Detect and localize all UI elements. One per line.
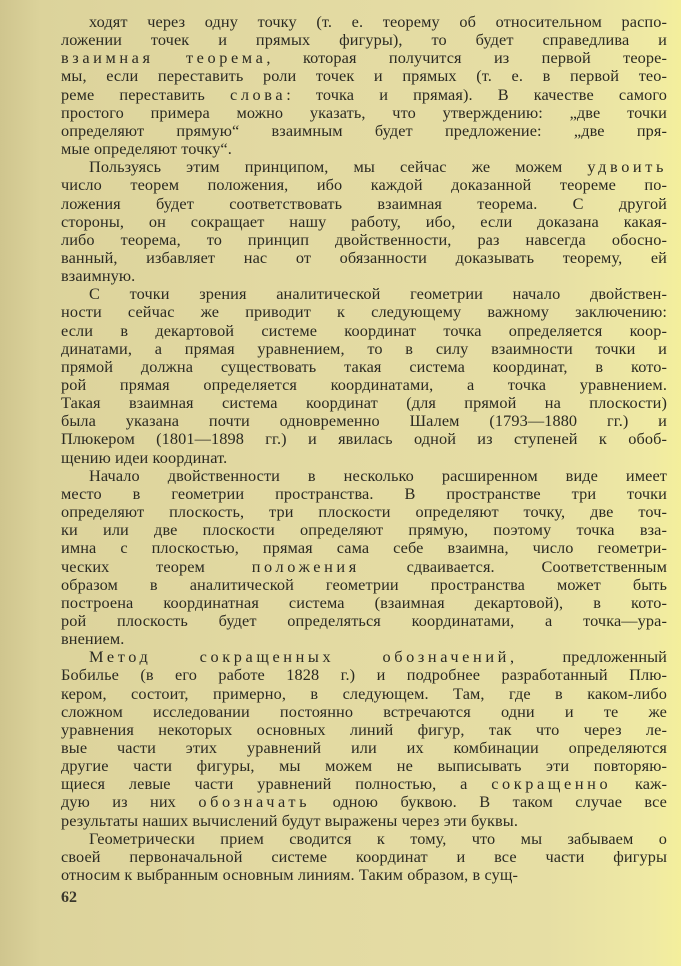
text-segment: число теорем положения, ибо каждой доказанной теореме по-	[61, 176, 667, 195]
text-line	[61, 848, 667, 866]
text-segment: результаты наших вычислений будут выражены через эти буквы.	[61, 811, 519, 830]
text-line	[89, 158, 667, 176]
text-segment: щению идеи координат.	[61, 448, 228, 467]
text-segment: место в геометрии пространства. В пространстве три точки	[61, 484, 667, 503]
text-line	[61, 612, 667, 630]
text-line	[61, 594, 667, 612]
spaced-emphasis: обозначений	[382, 648, 510, 667]
text-segment: была указана почти одновременно Шалем (1793—1880 гг.) и	[61, 412, 667, 431]
text-segment: взаимную.	[61, 267, 136, 286]
text-segment	[334, 648, 382, 666]
text-line	[61, 485, 667, 503]
text-segment: образом в аналитической геометрии пространства может быть	[61, 575, 667, 594]
text-line	[61, 630, 667, 648]
text-segment: , которая получится из первой теоре-	[266, 49, 667, 68]
spaced-emphasis: Метод	[89, 648, 152, 667]
text-line	[61, 376, 667, 394]
text-line	[61, 703, 667, 721]
text-line	[61, 31, 667, 49]
text-line	[61, 86, 667, 104]
text-line	[61, 394, 667, 412]
text-line	[61, 576, 667, 594]
text-segment: ки или две плоскости определяют прямую, поэтому точка вза-	[61, 521, 667, 540]
text-segment: Бобилье (в его работе 1828 г.) и подробнее разработанный Плю-	[61, 666, 667, 685]
text-segment: своей первоначальной системе координат и все части фигуры	[61, 847, 667, 866]
text-line	[61, 521, 667, 539]
text-segment: Геометрически прием сводится к тому, что мы забываем о	[89, 829, 667, 848]
text-segment: ности сейчас же приводит к следующему важному заключению:	[61, 303, 667, 322]
text-segment: определяют прямую“ взаимным будет предложение: „две пря-	[61, 121, 667, 140]
text-segment: ходят через одну точку (т. е. теорему об относительном распо-	[89, 13, 667, 31]
text-segment: сдваивается. Соответственным	[359, 557, 667, 576]
text-segment: стороны, он сокращает нашу работу, ибо, если доказана какая-	[61, 212, 667, 231]
text-segment: если в декартовой системе координат точка определяется коор-	[61, 321, 667, 340]
text-segment: имна с плоскостью, прямая сама себе взаимна, число геометри-	[61, 539, 667, 558]
text-segment: построена координатная система (взаимная декартовой), в кото-	[61, 593, 667, 612]
text-line	[61, 449, 667, 467]
text-line	[61, 685, 667, 703]
text-line	[61, 249, 667, 267]
text-line	[61, 866, 667, 884]
text-line	[61, 558, 667, 576]
text-segment: вые части этих уравнений или их комбинации определяются	[61, 739, 667, 757]
text-line	[61, 412, 667, 430]
text-line	[61, 303, 667, 321]
text-segment: щиеся левые части уравнений полностью, а	[61, 775, 492, 794]
text-line	[61, 739, 667, 757]
text-segment: кером, состоит, примерно, в следующем. Там, где в каком-либо	[61, 684, 667, 703]
text-segment: внением.	[61, 630, 125, 649]
text-segment: каж-	[611, 775, 667, 794]
text-segment: мы, если переставить роли точек и прямых (т. е. в первой тео-	[61, 67, 667, 86]
text-line	[61, 666, 667, 684]
text-line	[61, 67, 667, 85]
text-segment: определяют плоскость, три плоскости определяют точку, две точ-	[61, 503, 667, 522]
text-segment: рой прямая определяется координатами, а точка уравнением.	[61, 376, 667, 394]
text-segment: С точки зрения аналитической геометрии начало двойствен-	[89, 285, 667, 304]
text-segment: Плюкером (1801—1898 гг.) и явилась одной из ступеней к обоб-	[61, 430, 667, 449]
text-segment: другие части фигуры, мы можем не выписывать эти повторяю-	[61, 757, 667, 776]
spaced-emphasis: сокращенных	[199, 648, 335, 667]
text-line	[61, 503, 667, 521]
text-line	[61, 812, 667, 830]
text-segment: одною буквою. В таком случае все	[310, 793, 667, 812]
text-segment	[151, 648, 199, 666]
text-segment: Начало двойственности в несколько расширенном виде имеет	[89, 466, 667, 485]
text-segment: рой плоскость будет определяться координатами, а точка—ура-	[61, 611, 667, 630]
text-segment: прямой должна существовать такая система координат, в кото-	[61, 357, 667, 376]
spaced-emphasis: теорема	[185, 49, 267, 68]
text-segment: либо теорема, то принцип двойственности, раз навсегда обосно-	[61, 230, 667, 249]
text-line	[89, 13, 667, 31]
text-line	[89, 285, 667, 303]
spaced-emphasis: слова	[230, 85, 287, 104]
text-line	[89, 467, 667, 485]
text-line	[61, 340, 667, 358]
text-segment	[154, 49, 186, 67]
text-segment: Пользуясь этим принципом, мы сейчас же можем	[89, 158, 588, 177]
text-line	[89, 648, 667, 666]
spaced-emphasis: положения	[251, 557, 360, 576]
text-segment: : точка и прямая). В качестве самого	[286, 85, 667, 104]
text-line	[61, 539, 667, 557]
text-segment: ложении точек и прямых фигуры), то будет справедлива и	[61, 31, 667, 50]
text-line	[61, 721, 667, 739]
page-number: 62	[61, 889, 77, 906]
spaced-emphasis: взаимная	[61, 49, 154, 68]
text-line	[61, 267, 667, 285]
spaced-emphasis: обозначать	[198, 793, 311, 812]
text-line	[61, 430, 667, 448]
text-segment: реме переставить	[61, 85, 230, 104]
text-segment: , предложенный	[509, 648, 667, 667]
text-segment: ложения будет соответствовать взаимная теорема. С другой	[61, 194, 667, 213]
text-line	[61, 775, 667, 793]
text-line	[61, 793, 667, 811]
text-line	[61, 322, 667, 340]
text-line	[61, 195, 667, 213]
text-line	[61, 140, 667, 158]
text-line	[61, 104, 667, 122]
text-segment: ванный, избавляет нас от обязанности доказывать теорему, ей	[61, 248, 667, 267]
text-line	[61, 358, 667, 376]
text-line	[61, 231, 667, 249]
text-line	[61, 49, 667, 67]
text-segment: дую из них	[61, 793, 199, 812]
text-segment: сложном исследовании постоянно встречаются одни и те же	[61, 702, 667, 721]
text-segment: Такая взаимная система координат (для прямой на плоскости)	[61, 394, 667, 413]
text-line	[61, 757, 667, 775]
text-line	[61, 176, 667, 194]
text-segment: ческих теорем	[61, 557, 252, 576]
spaced-emphasis: сокращенно	[491, 775, 612, 794]
text-segment: динатами, а прямая уравнением, то в силу взаимности точки и	[61, 339, 667, 358]
text-line	[61, 122, 667, 140]
text-segment: мые определяют точку“.	[61, 140, 232, 159]
spaced-emphasis: удвоить	[587, 158, 667, 177]
text-line	[61, 213, 667, 231]
text-segment: относим к выбранным основным линиям. Таким образом, в сущ-	[61, 866, 518, 885]
text-line	[89, 830, 667, 848]
text-segment: простого примера можно указать, что утверждению: „две точки	[61, 103, 667, 122]
text-segment: уравнения некоторых основных линий фигур, так что через ле-	[61, 720, 667, 739]
